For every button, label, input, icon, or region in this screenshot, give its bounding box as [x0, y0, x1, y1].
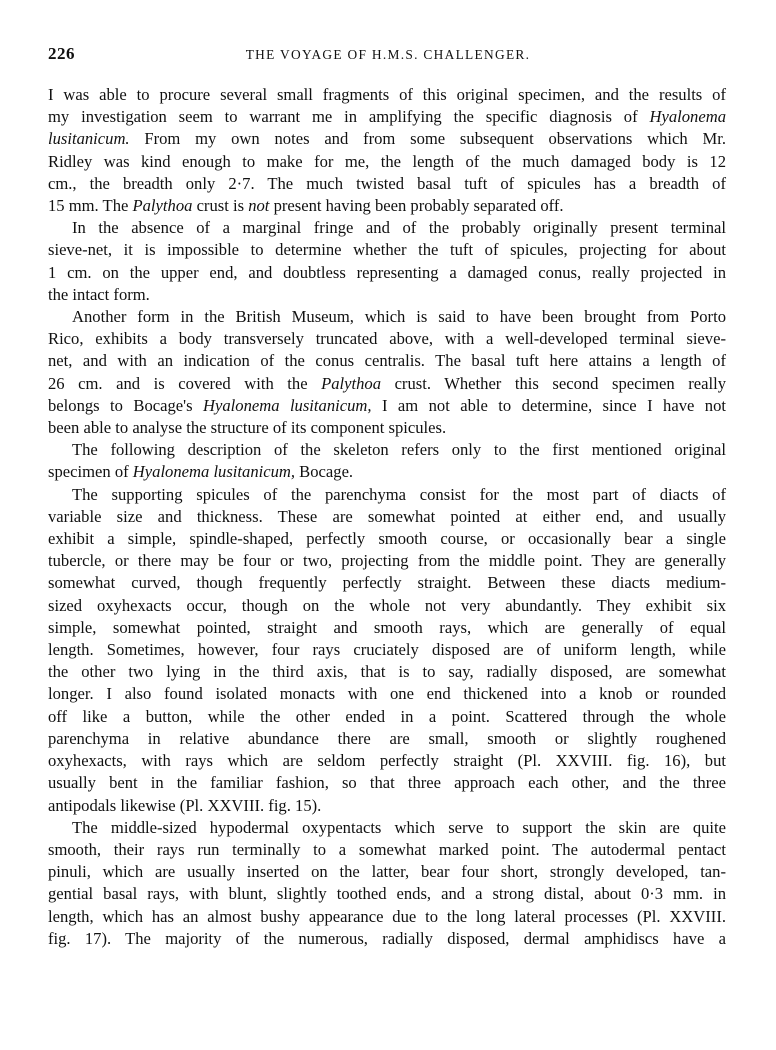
text-run: exhibit a simple, spindle-shaped, perfectly smooth course, or occasionally bear a single	[48, 529, 726, 549]
text-line	[48, 284, 726, 306]
text-run: antipodals likewise (Pl. XXVIII. fig. 15).	[48, 795, 322, 815]
text-line	[48, 928, 726, 950]
text-run: crust is	[192, 196, 249, 216]
text-line	[48, 795, 726, 817]
text-run: length. Sometimes, however, four rays cruciately disposed are of uniform length, while	[48, 640, 726, 660]
paragraph	[48, 484, 726, 817]
text-run: I am not able to determine, since I have not	[371, 395, 726, 415]
text-line	[48, 106, 726, 128]
text-run: The supporting spicules of the parenchyma consist for the most part of diacts of	[72, 484, 726, 504]
text-run: Ridley was kind enough to make for me, the length of the much damaged body is 12	[48, 151, 726, 171]
text-run: somewhat curved, though frequently perfectly straight. Between these diacts medium-	[48, 573, 726, 593]
text-line	[48, 728, 726, 750]
text-run: Rico, exhibits a body transversely truncated above, with a well-developed terminal sieve-	[48, 329, 726, 349]
text-line	[48, 417, 726, 439]
paragraph	[48, 817, 726, 950]
text-run: tubercle, or there may be four or two, projecting from the middle point. They are generally	[48, 551, 726, 571]
text-run: my investigation seem to warrant me in amplifying the specific diagnosis of	[48, 107, 650, 127]
text-line	[48, 128, 726, 150]
text-line	[48, 883, 726, 905]
text-run: present having been probably separated off.	[269, 196, 564, 216]
italic-text: Palythoa	[132, 196, 193, 216]
text-run: 15 mm. The	[48, 196, 133, 216]
italic-text: Hyalonema	[649, 107, 726, 127]
text-run: simple, somewhat pointed, straight and smooth rays, which are generally of equal	[48, 617, 726, 637]
text-line	[48, 706, 726, 728]
text-run: oxyhexacts, with rays which are seldom perfectly straight (Pl. XXVIII. fig. 16), but	[48, 751, 726, 771]
text-line	[48, 151, 726, 173]
text-line	[48, 350, 726, 372]
text-run: the intact form.	[48, 284, 150, 304]
text-line	[48, 484, 726, 506]
text-run: belongs to Bocage's	[48, 395, 204, 415]
text-line	[48, 595, 726, 617]
text-line	[48, 772, 726, 794]
page-header	[48, 44, 728, 68]
text-run: gential basal rays, with blunt, slightly toothed ends, and a strong distal, about 0·3 mm. in	[48, 884, 726, 904]
text-run: specimen of	[48, 462, 133, 482]
text-run: pinuli, which are usually inserted on the latter, bear four short, strongly developed, tan-	[48, 862, 726, 882]
text-run: longer. I also found isolated monacts with one end thickened into a knob or rounded	[48, 684, 726, 704]
text-line	[48, 439, 726, 461]
italic-text: Hyalonema lusitanicum,	[132, 462, 296, 482]
text-line	[48, 461, 726, 483]
text-line	[48, 195, 726, 217]
text-line	[48, 817, 726, 839]
text-run: sieve-net, it is impossible to determine whether the tuft of spicules, projecting for about	[48, 240, 726, 260]
text-line	[48, 395, 726, 417]
text-run: The following description of the skeleton refers only to the first mentioned original	[72, 440, 726, 460]
body-text	[48, 84, 726, 950]
text-line	[48, 239, 726, 261]
text-line	[48, 328, 726, 350]
text-line	[48, 572, 726, 594]
running-title: THE VOYAGE OF H.M.S. CHALLENGER.	[245, 47, 531, 62]
text-line	[48, 550, 726, 572]
text-line	[48, 661, 726, 683]
text-run: cm., the breadth only 2·7. The much twisted basal tuft of spicules has a breadth of	[48, 173, 726, 193]
text-run: The middle-sized hypodermal oxypentacts which serve to support the skin are quite	[72, 817, 726, 837]
text-run: been able to analyse the structure of its component spicules.	[48, 418, 447, 438]
paragraph	[48, 306, 726, 439]
text-line	[48, 262, 726, 284]
text-line	[48, 861, 726, 883]
text-run: 1 cm. on the upper end, and doubtless representing a damaged conus, really projected in	[48, 262, 726, 282]
text-line	[48, 506, 726, 528]
text-run: Bocage.	[295, 462, 354, 482]
text-run: Another form in the British Museum, which is said to have been brought from Porto	[72, 307, 726, 327]
text-run: usually bent in the familiar fashion, so that three approach each other, and the three	[48, 773, 726, 793]
text-run: I was able to procure several small fragments of this original specimen, and the results of	[48, 85, 726, 104]
text-line	[48, 306, 726, 328]
text-run: length, which has an almost bushy appearance due to the long lateral processes (Pl. XXVIII.	[48, 906, 726, 926]
text-run: sized oxyhexacts occur, though on the whole not very abundantly. They exhibit six	[48, 595, 726, 615]
text-line	[48, 683, 726, 705]
italic-text: not	[248, 196, 270, 216]
text-line	[48, 906, 726, 928]
paragraph	[48, 217, 726, 306]
text-line	[48, 639, 726, 661]
text-run: 26 cm. and is covered with the	[48, 373, 322, 393]
text-line	[48, 373, 726, 395]
text-run: off like a button, while the other ended in a point. Scattered through the whole	[48, 706, 726, 726]
text-line	[48, 750, 726, 772]
text-line	[48, 173, 726, 195]
text-line	[48, 84, 726, 106]
paragraph	[48, 439, 726, 483]
page-number: 226	[48, 44, 75, 63]
text-run: variable size and thickness. These are somewhat pointed at either end, and usually	[48, 506, 726, 526]
text-run: parenchyma in relative abundance there are small, smooth or slightly roughened	[48, 728, 726, 748]
italic-text: lusitanicum.	[48, 129, 130, 149]
italic-text: Palythoa	[321, 373, 382, 393]
text-run: From my own notes and from some subsequent observations which Mr.	[129, 129, 726, 149]
text-line	[48, 839, 726, 861]
text-run: smooth, their rays run terminally to a somewhat marked point. The autodermal pentact	[48, 839, 726, 859]
italic-text: Hyalonema lusitanicum,	[203, 395, 372, 415]
text-run: crust. Whether this second specimen really	[381, 373, 726, 393]
text-line	[48, 217, 726, 239]
paragraph	[48, 84, 726, 217]
text-run: In the absence of a marginal fringe and of the probably originally present terminal	[72, 218, 726, 238]
text-run: net, and with an indication of the conus centralis. The basal tuft here attains a length of	[48, 351, 726, 371]
text-run: fig. 17). The majority of the numerous, radially disposed, dermal amphidiscs have a	[48, 928, 726, 948]
text-line	[48, 617, 726, 639]
text-run: the other two lying in the third axis, that is to say, radially disposed, are somewhat	[48, 662, 726, 682]
text-line	[48, 528, 726, 550]
